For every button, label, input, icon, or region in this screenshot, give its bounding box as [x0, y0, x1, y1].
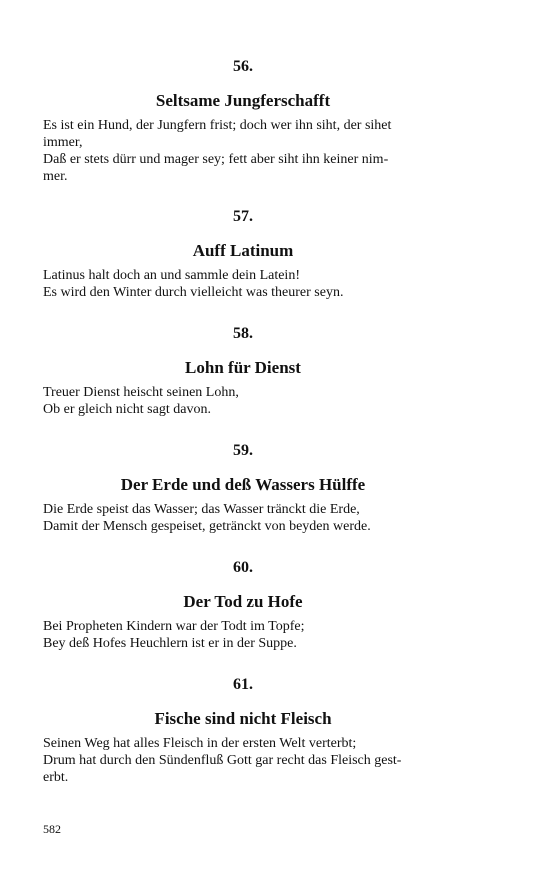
epigram-line: Seinen Weg hat alles Fleisch in der ersten Welt verterbt; [43, 736, 357, 751]
epigram-59 [43, 441, 443, 535]
epigram-title: Auff Latinum [192, 241, 294, 260]
page-body [43, 57, 443, 786]
epigram-number: 57. [233, 208, 253, 225]
epigram-57 [43, 207, 443, 301]
epigram-title: Der Erde und deß Wassers Hülffe [120, 475, 366, 494]
epigram-title: Fische sind nicht Fleisch [154, 709, 332, 728]
epigram-line: Die Erde speist das Wasser; das Wasser tränckt die Erde, [43, 502, 360, 517]
epigram-line: mer. [43, 169, 68, 184]
epigram-58 [43, 324, 443, 418]
epigram-title: Seltsame Jungferschafft [155, 91, 331, 110]
epigram-line: Damit der Mensch gespeiset, getränckt von beyden werde. [43, 519, 371, 534]
epigram-text [43, 735, 443, 786]
epigram-title: Lohn für Dienst [185, 358, 301, 377]
epigram-text [43, 267, 443, 301]
epigram-line: Latinus halt doch an und sammle dein Latein! [43, 268, 300, 283]
epigram-line: Ob er gleich nicht sagt davon. [43, 402, 211, 417]
epigram-line: Daß er stets dürr und mager sey; fett aber siht ihn keiner nim- [43, 152, 389, 167]
epigram-line: Bey deß Hofes Heuchlern ist er in der Suppe. [43, 636, 297, 651]
epigram-60 [43, 558, 443, 652]
epigram-line: Drum hat durch den Sündenfluß Gott gar recht das Fleisch gest- [43, 753, 402, 768]
epigram-line: erbt. [43, 770, 69, 785]
epigram-line: immer, [43, 135, 83, 150]
epigram-title: Der Tod zu Hofe [183, 592, 303, 611]
epigram-text [43, 384, 443, 418]
epigram-line: Es ist ein Hund, der Jungfern frist; doch wer ihn siht, der sihet [43, 118, 392, 133]
epigram-line: Treuer Dienst heischt seinen Lohn, [43, 385, 239, 400]
epigram-number: 59. [233, 442, 253, 459]
epigram-56 [43, 57, 443, 185]
epigram-text [43, 618, 443, 652]
epigram-61 [43, 675, 443, 786]
epigram-number: 56. [233, 58, 253, 75]
epigram-line: Es wird den Winter durch vielleicht was theurer seyn. [43, 285, 344, 300]
epigram-line: Bei Propheten Kindern war der Todt im Topfe; [43, 619, 305, 634]
epigram-number: 60. [233, 559, 253, 576]
page-number: 582 [43, 822, 61, 836]
epigram-text [43, 117, 443, 185]
epigram-number: 61. [233, 676, 253, 693]
epigram-text [43, 501, 443, 535]
epigram-number: 58. [233, 325, 253, 342]
